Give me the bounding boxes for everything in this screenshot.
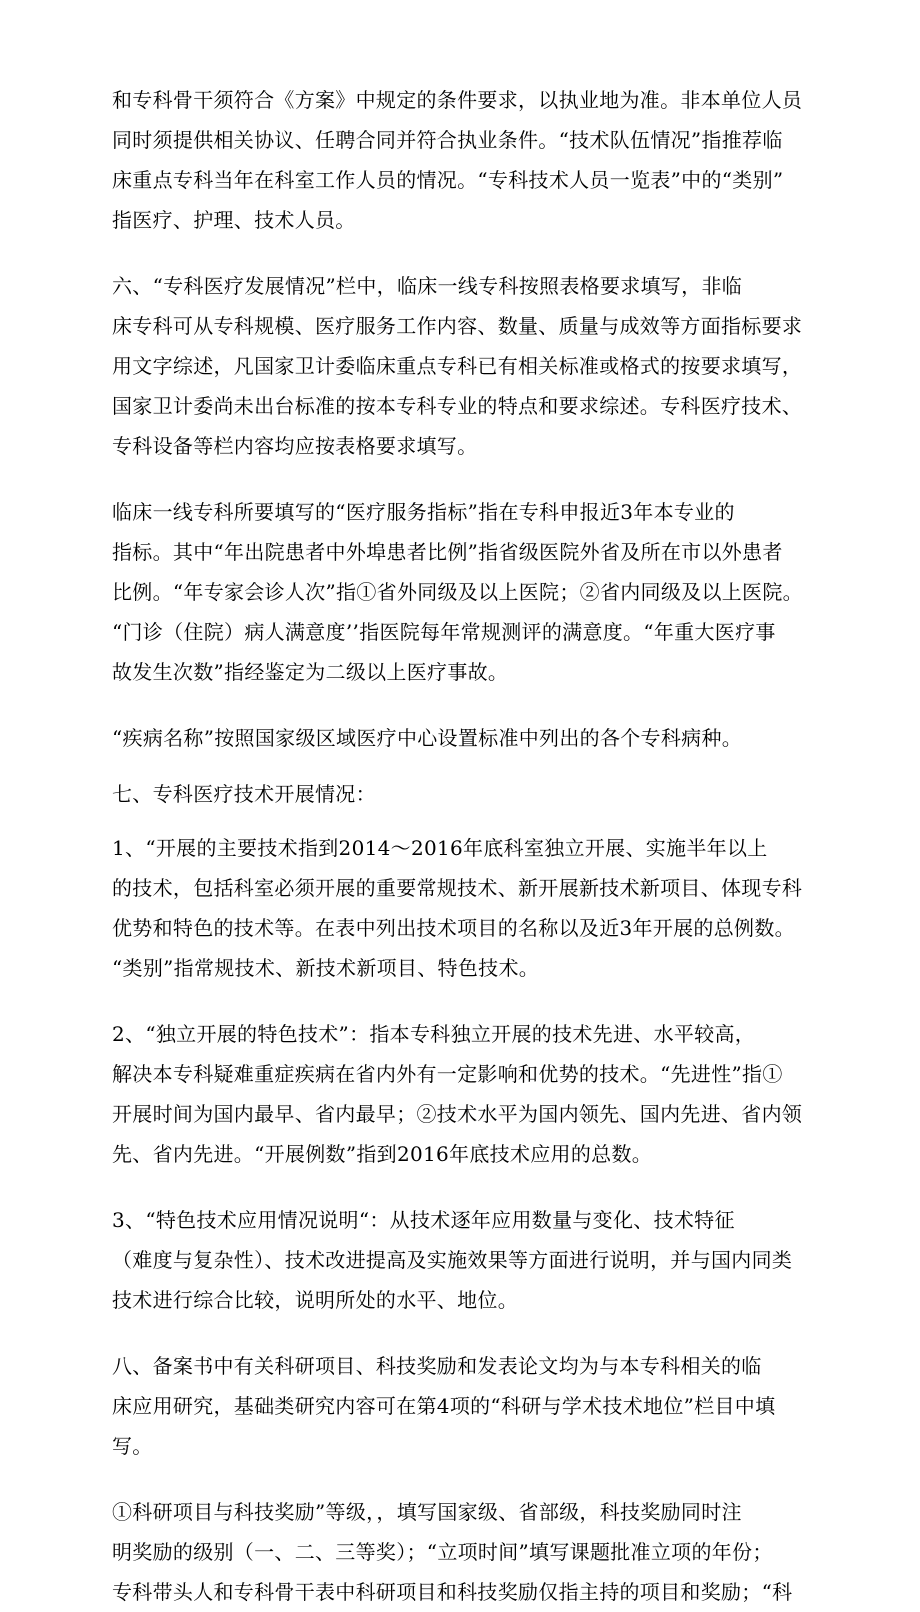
text-line: 优势和特色的技术等。在表中列出技术项目的名称以及近3年开展的总例数。 [112,916,795,940]
paragraph [112,266,820,466]
text-line: 和专科骨干须符合《方案》中规定的条件要求，以执业地为准。非本单位人员 [112,88,803,112]
text-line: 故发生次数”指经鉴定为二级以上医疗事故。 [112,660,509,684]
text-line: 六、“专科医疗发展情况”栏中，临床一线专科按照表格要求填写，非临 [112,274,743,298]
text-line: “类别”指常规技术、新技术新项目、特色技术。 [112,956,540,980]
text-line: 明奖励的级别（一、二、三等奖）；“立项时间”填写课题批准立项的年份； [112,1540,773,1564]
text-line: “疾病名称”按照国家级区域医疗中心设置标准中列出的各个专科病种。 [112,726,743,750]
text-line: 七、专科医疗技术开展情况： [112,782,376,806]
text-line: 3、“特色技术应用情况说明“：从技术逐年应用数量与变化、技术特征 [112,1208,735,1232]
paragraph [112,828,820,988]
text-line: 指医疗、护理、技术人员。 [112,208,356,232]
text-line: 八、备案书中有关科研项目、科技奖励和发表论文均为与本专科相关的临 [112,1354,762,1378]
paragraph [112,492,820,692]
text-line: 技术进行综合比较，说明所处的水平、地位。 [112,1288,518,1312]
text-line: ①科研项目与科技奖励”等级，，填写国家级、省部级，科技奖励同时注 [112,1500,742,1524]
text-line: 床专科可从专科规模、医疗服务工作内容、数量、质量与成效等方面指标要求 [112,314,803,338]
text-line: 的技术，包括科室必须开展的重要常规技术、新开展新技术新项目、体现专科 [112,876,803,900]
text-line: “门诊（住院）病人满意度’’指医院每年常规测评的满意度。“年重大医疗事 [112,620,776,644]
paragraph [112,774,820,814]
paragraph [112,80,820,240]
text-line: 指标。其中“年出院患者中外埠患者比例”指省级医院外省及所在市以外患者 [112,540,783,564]
text-line: 写。 [112,1434,153,1458]
text-line: 专科带头人和专科骨干表中科研项目和科技奖励仅指主持的项目和奖励；“科 [112,1580,793,1604]
text-line: 开展时间为国内最早、省内最早；②技术水平为国内领先、国内先进、省内领 [112,1102,803,1126]
text-line: 专科设备等栏内容均应按表格要求填写。 [112,434,478,458]
text-line: 1、“开展的主要技术指到2014～2016年底科室独立开展、实施半年以上 [112,836,768,860]
paragraph [112,718,820,758]
paragraph [112,1014,820,1174]
text-line: 2、“独立开展的特色技术”：指本专科独立开展的技术先进、水平较高， [112,1022,756,1046]
text-line: 先、省内先进。“开展例数”指到2016年底技术应用的总数。 [112,1142,653,1166]
text-line: 同时须提供相关协议、任聘合同并符合执业条件。“技术队伍情况”指推荐临 [112,128,783,152]
text-line: 临床一线专科所要填写的“医疗服务指标”指在专科申报近3年本专业的 [112,500,735,524]
paragraph [112,1492,820,1612]
text-line: 用文字综述，凡国家卫计委临床重点专科已有相关标准或格式的按要求填写， [112,354,803,378]
text-line: 床应用研究，基础类研究内容可在第4项的“科研与学术技术地位”栏目中填 [112,1394,776,1418]
text-line: 床重点专科当年在科室工作人员的情况。“专科技术人员一览表”中的“类别” [112,168,784,192]
text-line: （难度与复杂性）、技术改进提高及实施效果等方面进行说明，并与国内同类 [112,1248,793,1272]
text-line: 国家卫计委尚未出台标准的按本专科专业的特点和要求综述。专科医疗技术、 [112,394,803,418]
text-line: 解决本专科疑难重症疾病在省内外有一定影响和优势的技术。“先进性”指① [112,1062,783,1086]
text-line: 比例。“年专家会诊人次”指①省外同级及以上医院；②省内同级及以上医院。 [112,580,803,604]
paragraph [112,1200,820,1320]
paragraph [112,1346,820,1466]
